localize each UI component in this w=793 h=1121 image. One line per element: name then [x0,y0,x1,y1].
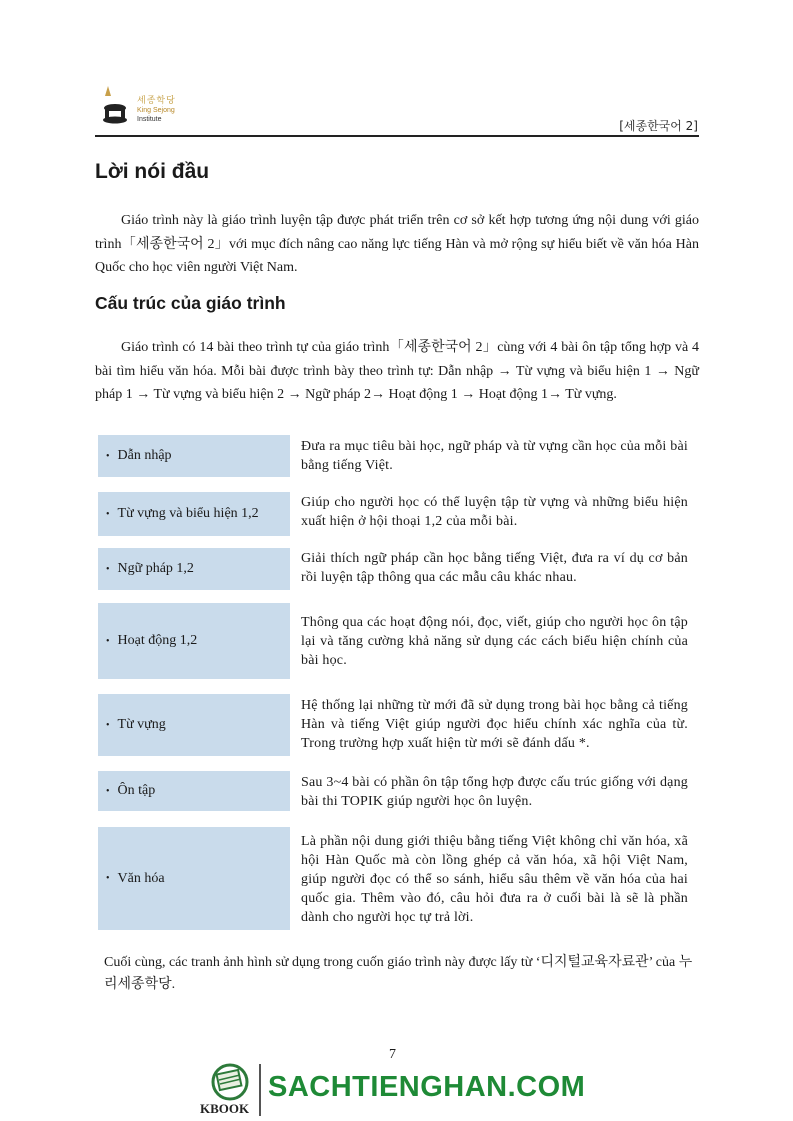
kbook-label: KBOOK [200,1101,250,1116]
section-label [98,492,290,536]
bullet-icon: • [106,508,110,520]
brand-link[interactable]: SACHTIENGHAN.COM [268,1071,586,1103]
section-description: Giải thích ngữ pháp cần học bằng tiếng Việt, đưa ra ví dụ cơ bản rồi luyện tập thông qua các mẫu câu khác nhau. [301,551,688,585]
structure-heading: Cấu trúc của giáo trình [95,293,286,313]
section-description: Thông qua các hoạt động nói, đọc, viết, giúp cho người học ôn tập lại và tăng cường khả năng sử dụng các cách biểu hiện chính của bài học. [301,615,688,668]
section-description: Đưa ra mục tiêu bài học, ngữ pháp và từ vựng cần học của mỗi bài bằng tiếng Việt. [301,439,688,473]
section-label [98,771,290,811]
intro-paragraph: Giáo trình này là giáo trình luyện tập được phát triển trên cơ sở kết hợp tương ứng nội dung với giáo trình「세종한국어 2」với mục đích nâng cao năng lực tiếng Hàn và mở rộng sự hiểu biết về văn hóa Hàn Quốc cho học viên người Việt Nam. [95,213,699,275]
structure-paragraph: Giáo trình có 14 bài theo trình tự của giáo trình「세종한국어 2」cùng với 4 bài ôn tập tổng hợp và 4 bài tìm hiểu văn hóa. Mỗi bài được trình bày theo trình tự: Dẫn nhập → Từ vựng và biểu hiện 1 → Ngữ pháp 1 → Từ vựng và biểu hiện 2 → Ngữ pháp 2→ Hoạt động 1 → Hoạt động 1→ Từ vựng. [95,340,699,402]
bullet-icon: • [106,873,110,884]
section-label-text: Hoạt động 1,2 [117,633,198,648]
bullet-icon: • [106,563,110,575]
section-description: Là phần nội dung giới thiệu bằng tiếng Việt không chỉ văn hóa, xã hội Hàn Quốc mà còn lồng ghép cả văn hóa, xã hội Việt Nam, giúp người đọc có thể so sánh, hiểu sâu thêm về văn hóa của hai quốc gia. Thêm vào đó, câu hỏi đưa ra ở cuối bài là sẽ là phần dành cho người học tự trả lời. [301,834,688,925]
section-label-text: Từ vựng và biểu hiện 1,2 [117,506,259,521]
section-description: Giúp cho người học có thể luyện tập từ vựng và những biểu hiện xuất hiện ở hội thoại 1,2 của mỗi bài. [301,495,688,529]
logo-english-line-2: Institute [137,116,162,123]
section-label [98,435,290,477]
book-title: [세종한국어 2] [619,119,698,133]
king-sejong-logo [97,80,217,132]
bullet-icon: • [106,785,110,797]
section-label-text: Từ vựng [117,717,166,732]
section-label-text: Dẫn nhập [117,448,172,463]
section-label [98,548,290,590]
section-label [98,827,290,930]
page-number: 7 [389,1047,396,1062]
bullet-icon: • [106,635,110,647]
sejong-emblem-icon [97,84,133,128]
section-label [98,694,290,756]
section-label [98,603,290,679]
section-label-text: Ôn tập [117,783,156,798]
section-description: Hệ thống lại những từ mới đã sử dụng trong bài học bằng cả tiếng Hàn và tiếng Việt giúp người đọc hiểu chính xác nghĩa của từ. Trong trường hợp xuất hiện từ mới sẽ đánh dấu *. [301,698,688,751]
bullet-icon: • [106,719,110,731]
section-label-text: Ngữ pháp 1,2 [117,561,194,576]
bullet-icon: • [106,450,110,462]
page-title: Lời nói đầu [95,160,210,183]
closing-paragraph: Cuối cùng, các tranh ảnh hình sử dụng trong cuốn giáo trình này được lấy từ ‘디지털교육자료관’ của 누리세종학당. [104,955,693,992]
logo-korean-text: 세종학당 [137,95,176,105]
section-description: Sau 3~4 bài có phần ôn tập tổng hợp được cấu trúc giống với dạng bài thi TOPIK giúp người học ôn luyện. [301,775,688,809]
section-label-text: Văn hóa [117,870,165,886]
book-stack-icon [204,1062,260,1102]
logo-english-line-1: King Sejong [137,107,175,114]
header-rule [95,135,699,137]
footer-divider [259,1064,261,1116]
